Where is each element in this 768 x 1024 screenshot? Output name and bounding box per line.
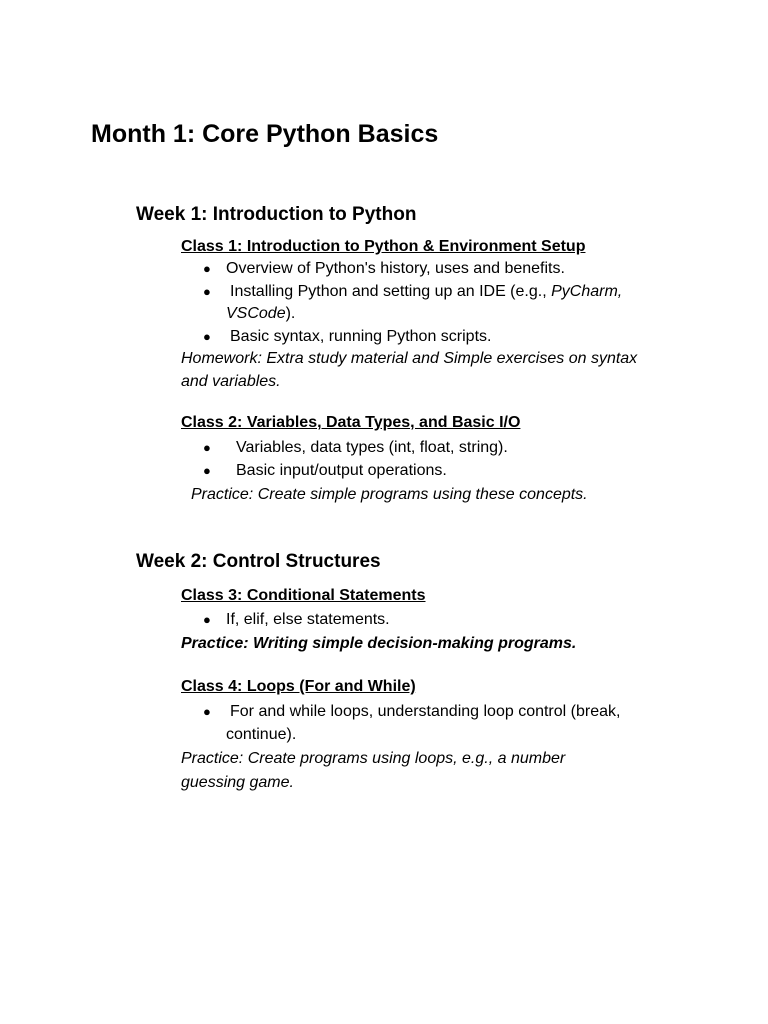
- class2-title: Class 2: Variables, Data Types, and Basic I/O: [181, 414, 521, 431]
- bullet-icon: ●: [203, 329, 211, 344]
- bullet-text: ).: [285, 305, 296, 322]
- bullet-icon: ●: [203, 261, 211, 276]
- month-title: Month 1: Core Python Basics: [91, 120, 439, 148]
- homework-note: Homework: Extra study material and Simple exercises on syntax: [181, 350, 638, 367]
- bullet-text: Basic syntax, running Python scripts.: [230, 328, 492, 345]
- bullet-text: continue).: [226, 726, 297, 743]
- bullet-icon: ●: [203, 704, 211, 719]
- bullet-text: Variables, data types (int, float, string).: [236, 439, 508, 456]
- bullet-text-italic: PyCharm,: [551, 283, 623, 300]
- class4-title: Class 4: Loops (For and While): [181, 678, 416, 695]
- practice-note: Practice: Create programs using loops, e.g., a number: [181, 750, 566, 767]
- practice-note: Practice: Create simple programs using these concepts.: [191, 486, 588, 503]
- bullet-icon: ●: [203, 284, 211, 299]
- practice-note: guessing game.: [181, 774, 294, 791]
- bullet-icon: ●: [203, 440, 211, 455]
- bullet-icon: ●: [203, 463, 211, 478]
- bullet-text: Overview of Python's history, uses and benefits.: [226, 260, 565, 277]
- week2-title: Week 2: Control Structures: [136, 551, 381, 572]
- class3-title: Class 3: Conditional Statements: [181, 587, 426, 604]
- bullet-text: Basic input/output operations.: [236, 462, 447, 479]
- week1-title: Week 1: Introduction to Python: [136, 204, 417, 225]
- bullet-text: Installing Python and setting up an IDE (e.g.,: [230, 283, 552, 300]
- homework-note: and variables.: [181, 373, 281, 390]
- bullet-text: For and while loops, understanding loop control (break,: [230, 703, 621, 720]
- bullet-text-italic: VSCode: [226, 305, 286, 322]
- practice-note: Practice: Writing simple decision-making programs.: [181, 635, 577, 652]
- bullet-icon: ●: [203, 612, 211, 627]
- class1-title: Class 1: Introduction to Python & Environment Setup: [181, 238, 586, 255]
- bullet-text: If, elif, else statements.: [226, 611, 390, 628]
